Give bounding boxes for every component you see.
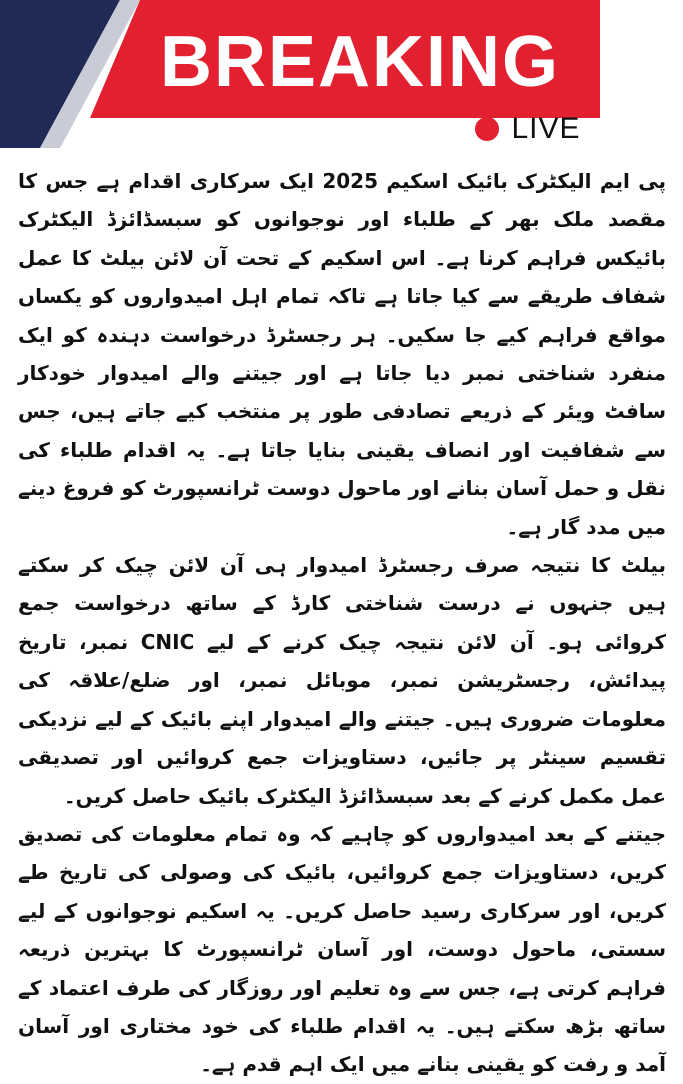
live-badge [458,106,598,152]
article-paragraph: بیلٹ کا نتیجہ صرف رجسٹرڈ امیدوار ہی آن لائن چیک کر سکتے ہیں جنہوں نے درست شناختی کارڈ کے ساتھ درخواست جمع کروائی ہو۔ آن لائن نتیجہ چیک کرنے کے لیے CNIC نمبر، تاریخ پیدائش، رجسٹریشن نمبر، موبائل نمبر، اور ضلع/علاقہ کی معلومات ضروری ہیں۔ جیتنے والے امیدوار اپنے بائیک کے لیے نزدیکی تقسیم سینٹر پر جائیں، دستاویزات جمع کروائیں اور تصدیقی عمل مکمل کرنے کے بعد سبسڈائزڈ الیکٹرک بائیک حاصل کریں۔ [18,553,666,808]
article-paragraph: پی ایم الیکٹرک بائیک اسکیم 2025 ایک سرکاری اقدام ہے جس کا مقصد ملک بھر کے طلباء اور نوجوانوں کو سبسڈائزڈ الیکٹرک بائیکس فراہم کرنا ہے۔ اس اسکیم کے تحت آن لائن بیلٹ کا عمل شفاف طریقے سے کیا جاتا ہے تاکہ تمام اہل امیدواروں کو یکساں مواقع فراہم کیے جا سکیں۔ ہر رجسٹرڈ درخواست دہندہ کو ایک منفرد شناختی نمبر دیا جاتا ہے اور جیتنے والے امیدوار خودکار سافٹ ویئر کے ذریعے تصادفی طور پر منتخب کیے جاتے ہیں، جس سے شفافیت اور انصاف یقینی بنایا جاتا ہے۔ یہ اقدام طلباء کی نقل و حمل آسان بنانے اور ماحول دوست ٹرانسپورٹ کو فروغ دینے میں مدد گار ہے۔ [18,169,666,539]
breaking-banner [0,0,683,160]
breaking-headline: BREAKING [159,22,560,102]
article-paragraph: جیتنے کے بعد امیدواروں کو چاہیے کہ وہ تمام معلومات کی تصدیق کریں، دستاویزات جمع کروائیں، بائیک کی وصولی کی تاریخ طے کریں، اور سرکاری رسید حاصل کریں۔ یہ اسکیم نوجوانوں کے لیے سستی، ماحول دوست، اور آسان ٹرانسپورٹ کا بہترین ذریعہ فراہم کرتی ہے، جس سے وہ تعلیم اور روزگار کی طرف اعتماد کے ساتھ بڑھ سکتے ہیں۔ یہ اقدام طلباء کی خود مختاری اور آسان آمد و رفت کو یقینی بنانے میں ایک اہم قدم ہے۔ [18,821,666,1077]
live-label: LIVE [511,112,581,145]
live-dot-icon [475,117,499,141]
article-body [18,162,666,1077]
